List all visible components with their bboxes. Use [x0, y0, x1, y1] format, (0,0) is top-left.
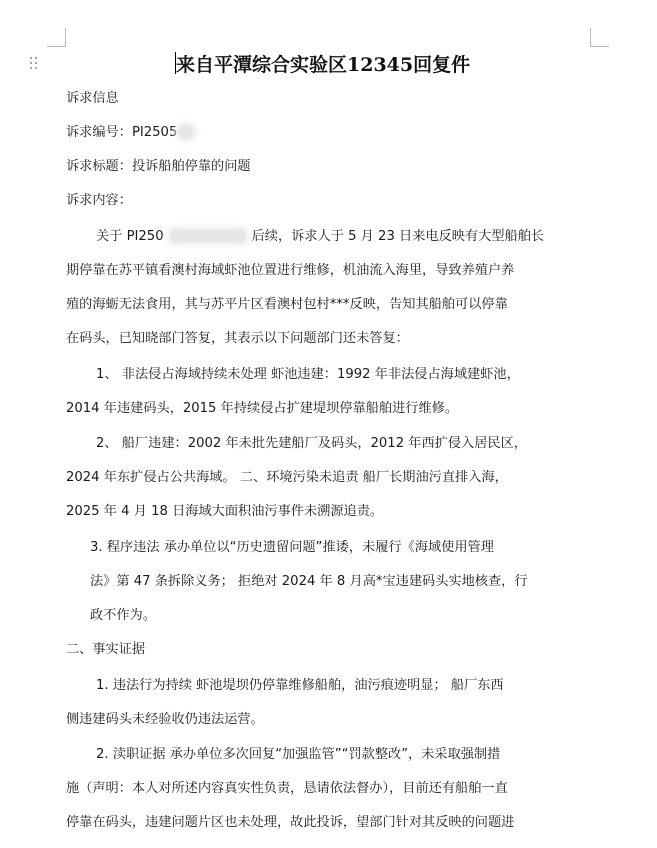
item3-line1: 3. 程序违法 承办单位以“历史遗留问题”推诿，未履行《海域使用管理	[90, 540, 494, 555]
drag-handle-icon[interactable]	[29, 56, 39, 70]
info-heading: 诉求信息	[66, 91, 119, 106]
item3-line2: 法》第 47 条拆除义务； 拒绝对 2024 年 8 月高*宝违建码头实地核查，行	[90, 574, 528, 589]
evidence2-line1: 2. 渎职证据 承办单位多次回复“加强监管”“罚款整改”，未采取强制措	[96, 747, 501, 762]
paragraph1-line4: 在码头，已知晓部门答复，其表示以下问题部门还未答复：	[66, 331, 409, 346]
request-id-label: 诉求编号：	[66, 125, 132, 140]
section2-heading: 二、事实证据	[66, 642, 146, 657]
request-content-label: 诉求内容：	[66, 193, 132, 208]
redaction-blur	[179, 126, 193, 138]
evidence1-line1: 1. 违法行为持续 虾池堤坝仍停靠维修船舶，油污痕迹明显； 船厂东西	[96, 678, 504, 693]
evidence2-line3: 停靠在码头，违建问题片区也未处理，故此投诉，望部门针对其反映的问题进	[66, 815, 515, 830]
paragraph-text: 关于 PI250	[96, 229, 164, 244]
request-id-line	[66, 124, 193, 142]
page-margin-marker-left	[47, 28, 66, 47]
request-subject-label: 诉求标题：	[66, 159, 132, 174]
evidence2-line2: 施（声明：本人对所述内容真实性负责，恳请依法督办），目前还有船舶一直	[66, 781, 508, 796]
paragraph1-line2: 期停靠在苏平镇看澳村海域虾池位置进行维修，机油流入海里，导致养殖户养	[66, 263, 515, 278]
item1-line2: 2014 年违建码头，2015 年持续侵占扩建堤坝停靠船舶进行维修。	[66, 401, 459, 416]
evidence1-line2: 侧违建码头未经验收仍违法运营。	[66, 712, 264, 727]
request-subject-line	[66, 158, 251, 176]
request-id-value: PI2505	[131, 125, 178, 140]
item2-line3: 2025 年 4 月 18 日海域大面积油污事件未溯源追责。	[66, 504, 384, 519]
item1-line1: 1、 非法侵占海域持续未处理 虾池违建：1992 年非法侵占海域建虾池，	[96, 367, 520, 382]
page-margin-marker-right	[590, 28, 609, 47]
item3-line3: 政不作为。	[90, 608, 156, 623]
paragraph1-line1	[96, 228, 544, 246]
item2-line2: 2024 年东扩侵占公共海域。 二、环境污染未追责 船厂长期油污直排入海，	[66, 470, 508, 485]
paragraph-text: 后续，诉求人于 5 月 23 日来电反映有大型船舶长	[251, 229, 545, 244]
request-subject-value: 投诉船舶停靠的问题	[131, 159, 251, 174]
paragraph1-line3: 殖的海蛎无法食用，其与苏平片区看澳村包村***反映，告知其船舶可以停靠	[66, 297, 508, 312]
redaction-blur	[170, 230, 246, 242]
item2-line1: 2、 船厂违建：2002 年未批先建船厂及码头，2012 年西扩侵入居民区，	[96, 436, 527, 451]
document-title: 来自平潭综合实验区12345回复件	[176, 54, 471, 76]
